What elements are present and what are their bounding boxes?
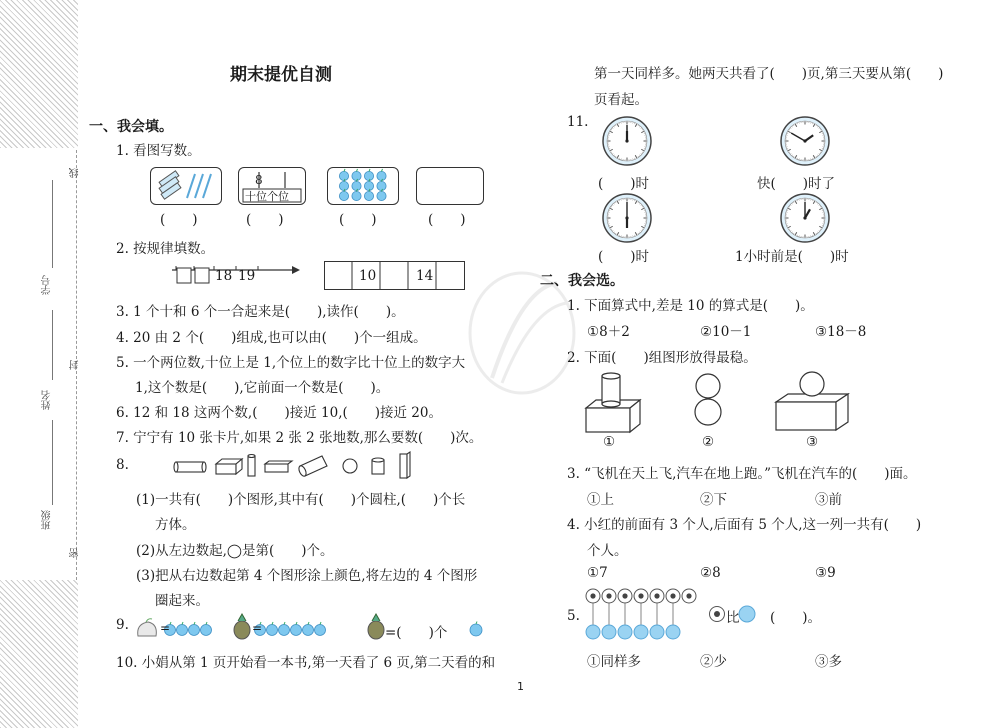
q2-grid-10: 10 xyxy=(359,268,377,284)
clock-label-2: 快( )时了 xyxy=(757,176,836,192)
q2-grid-14: 14 xyxy=(416,268,434,284)
apple-icon xyxy=(364,189,373,201)
section-fill-heading: 一、我会填。 xyxy=(89,119,173,135)
c3-opt-3: ③前 xyxy=(815,492,842,508)
q1-text: 1. 看图写数。 xyxy=(116,143,201,159)
q1-box-abacus xyxy=(238,167,306,205)
apple-icon xyxy=(189,622,200,636)
q8-1-line2: 方体。 xyxy=(155,517,196,533)
q10-cont-line1: 第一天同样多。她两天共看了( )页,第三天要从第( ) xyxy=(594,66,944,82)
student-id-label: 学号 xyxy=(42,275,53,295)
q11-number: 11. xyxy=(567,114,589,130)
q9-number: 9. xyxy=(116,617,129,633)
apple-icon xyxy=(177,622,188,636)
q5-text-line2: 1,这个数是( ),它前面一个数是( )。 xyxy=(135,380,390,396)
apple-icon xyxy=(339,169,348,181)
q2-text: 2. 按规律填数。 xyxy=(116,241,215,257)
apple-icon xyxy=(339,189,348,201)
hatch-bottom xyxy=(0,580,78,728)
blue-ball-icon xyxy=(666,625,680,639)
apple-icon xyxy=(377,179,386,191)
page-title: 期末提优自测 xyxy=(230,65,332,85)
clock-6 xyxy=(601,192,653,244)
q8-1-line1: (1)一共有( )个图形,其中有( )个圆柱,( )个长 xyxy=(136,492,466,508)
q9-answer: =( )个 xyxy=(385,625,448,641)
name-label: 姓名 xyxy=(42,390,53,410)
c1-text: 1. 下面算式中,差是 10 的算式是( )。 xyxy=(567,298,814,314)
name-line xyxy=(52,310,53,380)
soccer-ball-icon xyxy=(602,589,616,603)
c5-opt-3: ③多 xyxy=(815,654,842,670)
q6-text: 6. 12 和 18 这两个数,( )接近 10,( )接近 20。 xyxy=(116,405,442,421)
blue-ball-icon xyxy=(618,625,632,639)
q10-cont-line2: 页看起。 xyxy=(594,92,648,108)
c4-opt-1: ①7 xyxy=(587,565,608,581)
apple-icon xyxy=(352,179,361,191)
binding-strip xyxy=(0,0,81,728)
q2-num-18: 18 xyxy=(215,268,233,284)
apple-icon xyxy=(470,622,482,637)
apple-icon xyxy=(315,622,326,636)
c5-opt-2: ②少 xyxy=(700,654,727,670)
soccer-ball-icon xyxy=(650,589,664,603)
class-line xyxy=(52,420,53,505)
soccer-ball-icon xyxy=(666,589,680,603)
q2-number-line xyxy=(170,262,300,284)
q1-box-apples xyxy=(327,167,399,205)
apple-icon xyxy=(267,622,278,636)
watermark-logo xyxy=(462,268,582,418)
section-choose-heading: 二、我会选。 xyxy=(540,273,624,289)
q2-number-grid xyxy=(324,261,466,291)
apple-icon xyxy=(352,189,361,201)
blue-ball-icon xyxy=(650,625,664,639)
q1-blank-1: ( ) xyxy=(160,212,198,228)
q8-number: 8. xyxy=(116,457,129,473)
q1-box-sticks xyxy=(150,167,222,205)
c2-text: 2. 下面( )组图形放得最稳。 xyxy=(567,350,757,366)
student-id-line xyxy=(52,180,53,268)
apple-icon xyxy=(303,622,314,636)
c5-answer-blank: ( )。 xyxy=(770,610,822,626)
q8-3-line2: 圈起来。 xyxy=(155,593,209,609)
c1-opt-2: ②10－1 xyxy=(700,324,752,340)
page-number: 1 xyxy=(517,680,524,693)
hatch-top xyxy=(0,0,78,148)
q8-3-line1: (3)把从右边数起第 4 个图形涂上颜色,将左边的 4 个图形 xyxy=(136,568,478,584)
q9-eq-2: = xyxy=(252,621,263,635)
svg-text:8: 8 xyxy=(255,173,263,187)
c3-opt-1: ①上 xyxy=(587,492,614,508)
q8-2-text: (2)从左边数起,◯是第( )个。 xyxy=(136,543,334,559)
clock-1 xyxy=(779,192,831,244)
c4-opt-2: ②8 xyxy=(700,565,721,581)
apple-icon xyxy=(364,179,373,191)
apple-icon xyxy=(339,179,348,191)
class-label: 班级 xyxy=(42,510,53,530)
binding-line-label: 线 xyxy=(70,168,81,178)
c5-opt-1: ①同样多 xyxy=(587,654,641,670)
q10-text: 10. 小娟从第 1 页开始看一本书,第一天看了 6 页,第二天看的和 xyxy=(116,655,496,671)
abacus-label: 十位个位 xyxy=(245,190,289,203)
blue-ball-icon xyxy=(602,625,616,639)
blue-ball-icon xyxy=(634,625,648,639)
q8-shapes xyxy=(172,452,422,482)
c1-opt-1: ①8＋2 xyxy=(587,324,630,340)
c3-text: 3. “飞机在天上飞,汽车在地上跑。”飞机在汽车的( )面。 xyxy=(567,466,917,482)
clock-label-1: ( )时 xyxy=(598,176,650,192)
apple-icon xyxy=(201,622,212,636)
c3-opt-2: ②下 xyxy=(700,492,727,508)
soccer-ball-icon xyxy=(682,589,696,603)
binding-seal-label: 封 xyxy=(70,360,81,370)
c1-opt-3: ③18－8 xyxy=(815,324,867,340)
c2-shape-groups xyxy=(582,370,862,436)
q3-text: 3. 1 个十和 6 个一合起来是( ),读作( )。 xyxy=(116,304,405,320)
apple-icon xyxy=(291,622,302,636)
binding-secret-label: 密 xyxy=(70,548,81,558)
apple-icon xyxy=(377,189,386,201)
apple-icon xyxy=(352,169,361,181)
q1-blank-3: ( ) xyxy=(339,212,377,228)
clock-12 xyxy=(601,115,653,167)
clock-label-4: 1小时前是( )时 xyxy=(735,249,849,265)
q1-blank-4: ( ) xyxy=(428,212,466,228)
soccer-ball-icon xyxy=(586,589,600,603)
q1-blank-2: ( ) xyxy=(246,212,284,228)
c2-opt-3: ③ xyxy=(806,434,819,450)
soccer-ball-icon xyxy=(618,589,632,603)
q4-text: 4. 20 由 2 个( )组成,也可以由( )个一组成。 xyxy=(116,330,427,346)
soccer-ball-icon xyxy=(634,589,648,603)
c4-opt-3: ③9 xyxy=(815,565,836,581)
clock-label-3: ( )时 xyxy=(598,249,650,265)
q2-num-19: 19 xyxy=(238,268,256,284)
q7-text: 7. 宁宁有 10 张卡片,如果 2 张 2 张地数,那么要数( )次。 xyxy=(116,430,483,446)
c4-text-line1: 4. 小红的前面有 3 个人,后面有 5 个人,这一列一共有( ) xyxy=(567,517,922,533)
apple-icon xyxy=(279,622,290,636)
c4-text-line2: 个人。 xyxy=(587,543,628,559)
c2-opt-2: ② xyxy=(702,434,715,450)
apple-icon xyxy=(377,169,386,181)
q9-eq-1: = xyxy=(160,621,171,635)
c2-opt-1: ① xyxy=(603,434,616,450)
clock-near-2 xyxy=(779,115,831,167)
c5-compare-word: 比 xyxy=(726,610,740,626)
blue-ball-icon xyxy=(586,625,600,639)
q5-text-line1: 5. 一个两位数,十位上是 1,个位上的数字比十位上的数字大 xyxy=(116,355,466,371)
apple-icon xyxy=(364,169,373,181)
c5-number: 5. xyxy=(567,608,580,624)
q1-box-empty xyxy=(416,167,484,205)
